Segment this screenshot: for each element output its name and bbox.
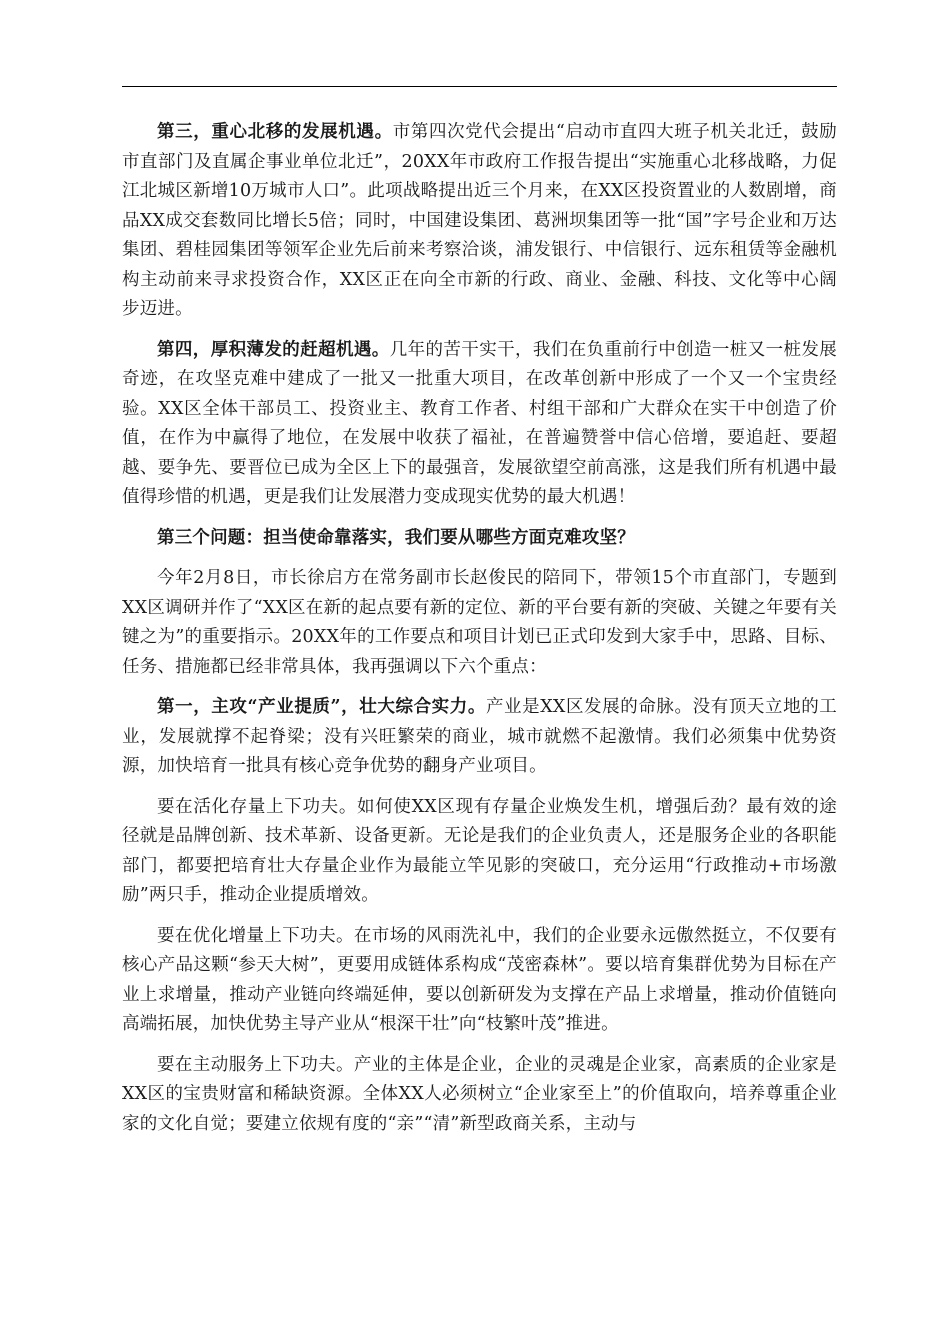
document-body — [122, 118, 837, 1150]
paragraph-optimize-increment: 要在优化增量上下功夫。在市场的风雨洗礼中，我们的企业要永远傲然挺立，不仅要有核心产品这颗“参天大树”，更要用成链体系构成“茂密森林”。要以培育集群优势为目标在产业上求增量，推动产业链向终端延伸，要以创新研发为支撑在产品上求增量，推动价值链向高端拓展，加快优势主导产业从“根深干壮”向“枝繁叶茂”推进。 — [122, 925, 837, 1034]
paragraph-fourth-opportunity — [122, 336, 837, 513]
header-rule — [122, 86, 837, 87]
paragraph-text: 几年的苦干实干，我们在负重前行中创造一桩又一桩发展奇迹，在攻坚克难中建成了一批又一批重大项目，在改革创新中形成了一个又一个宝贵经验。XX区全体干部员工、投资业主、教育工作者、村组干部和广大群众在实干中创造了价值，在作为中赢得了地位，在发展中收获了福祉，在普遍赞誉中信心倍增，要追赶、要超越、要争先、要晋位已成为全区上下的最强音，发展欲望空前高涨，这是我们所有机遇中最值得珍惜的机遇，更是我们让发展潜力变成现实优势的最大机遇！ — [122, 339, 837, 507]
paragraph-first-priority — [122, 693, 837, 782]
paragraph-text: 产业是XX区发展的命脉。没有顶天立地的工业，发展就撑不起脊梁；没有兴旺繁荣的商业，城市就燃不起激情。我们必须集中优势资源，加快培育一批具有核心竞争优势的翻身产业项目。 — [122, 697, 837, 776]
paragraph-lead: 第一，主攻“产业提质”，壮大综合实力。 — [157, 697, 486, 717]
paragraph-lead: 第四，厚积薄发的赶超机遇。 — [157, 339, 390, 360]
paragraph-lead: 第三，重心北移的发展机遇。 — [157, 122, 393, 142]
paragraph-text: 市第四次党代会提出“启动市直四大班子机关北迁，鼓励市直部门及直属企事业单位北迁”，20XX年市政府工作报告提出“实施重心北移战略，力促江北城区新增10万城市人口”。此项战略提出近三个月来，在XX区投资置业的人数剧增，商品XX成交套数同比增长5倍；同时，中国建设集团、葛洲坝集团等一批“国”字号企业和万达集团、碧桂园集团等领军企业先后前来考察洽谈，浦发银行、中信银行、远东租赁等金融机构主动前来寻求投资合作，XX区正在向全市新的行政、商业、金融、科技、文化等中心阔步迈进。 — [122, 122, 837, 319]
paragraph-mayor-visit: 今年2月8日，市长徐启方在常务副市长赵俊民的陪同下，带领15个市直部门，专题到XX区调研并作了“XX区在新的起点要有新的定位、新的平台要有新的突破、关键之年要有关键之为”的重要指示。20XX年的工作要点和项目计划已正式印发到大家手中，思路、目标、任务、措施都已经非常具体，我再强调以下六个重点： — [122, 568, 837, 677]
paragraph-active-service: 要在主动服务上下功夫。产业的主体是企业，企业的灵魂是企业家，高素质的企业家是XX区的宝贵财富和稀缺资源。全体XX人必须树立“企业家至上”的价值取向，培养尊重企业家的文化自觉；要建立依规有度的“亲”“清”新型政商关系，主动与 — [122, 1054, 837, 1134]
paragraph-third-opportunity — [122, 118, 837, 325]
section-heading-third-question: 第三个问题：担当使命靠落实，我们要从哪些方面克难攻坚？ — [157, 527, 635, 548]
paragraph-activate-stock: 要在活化存量上下功夫。如何使XX区现有存量企业焕发生机，增强后劲？最有效的途径就是品牌创新、技术革新、设备更新。无论是我们的企业负责人，还是服务企业的各职能部门，都要把培育壮大存量企业作为最能立竿见影的突破口，充分运用“行政推动+市场激励”两只手，推动企业提质增效。 — [122, 796, 837, 905]
